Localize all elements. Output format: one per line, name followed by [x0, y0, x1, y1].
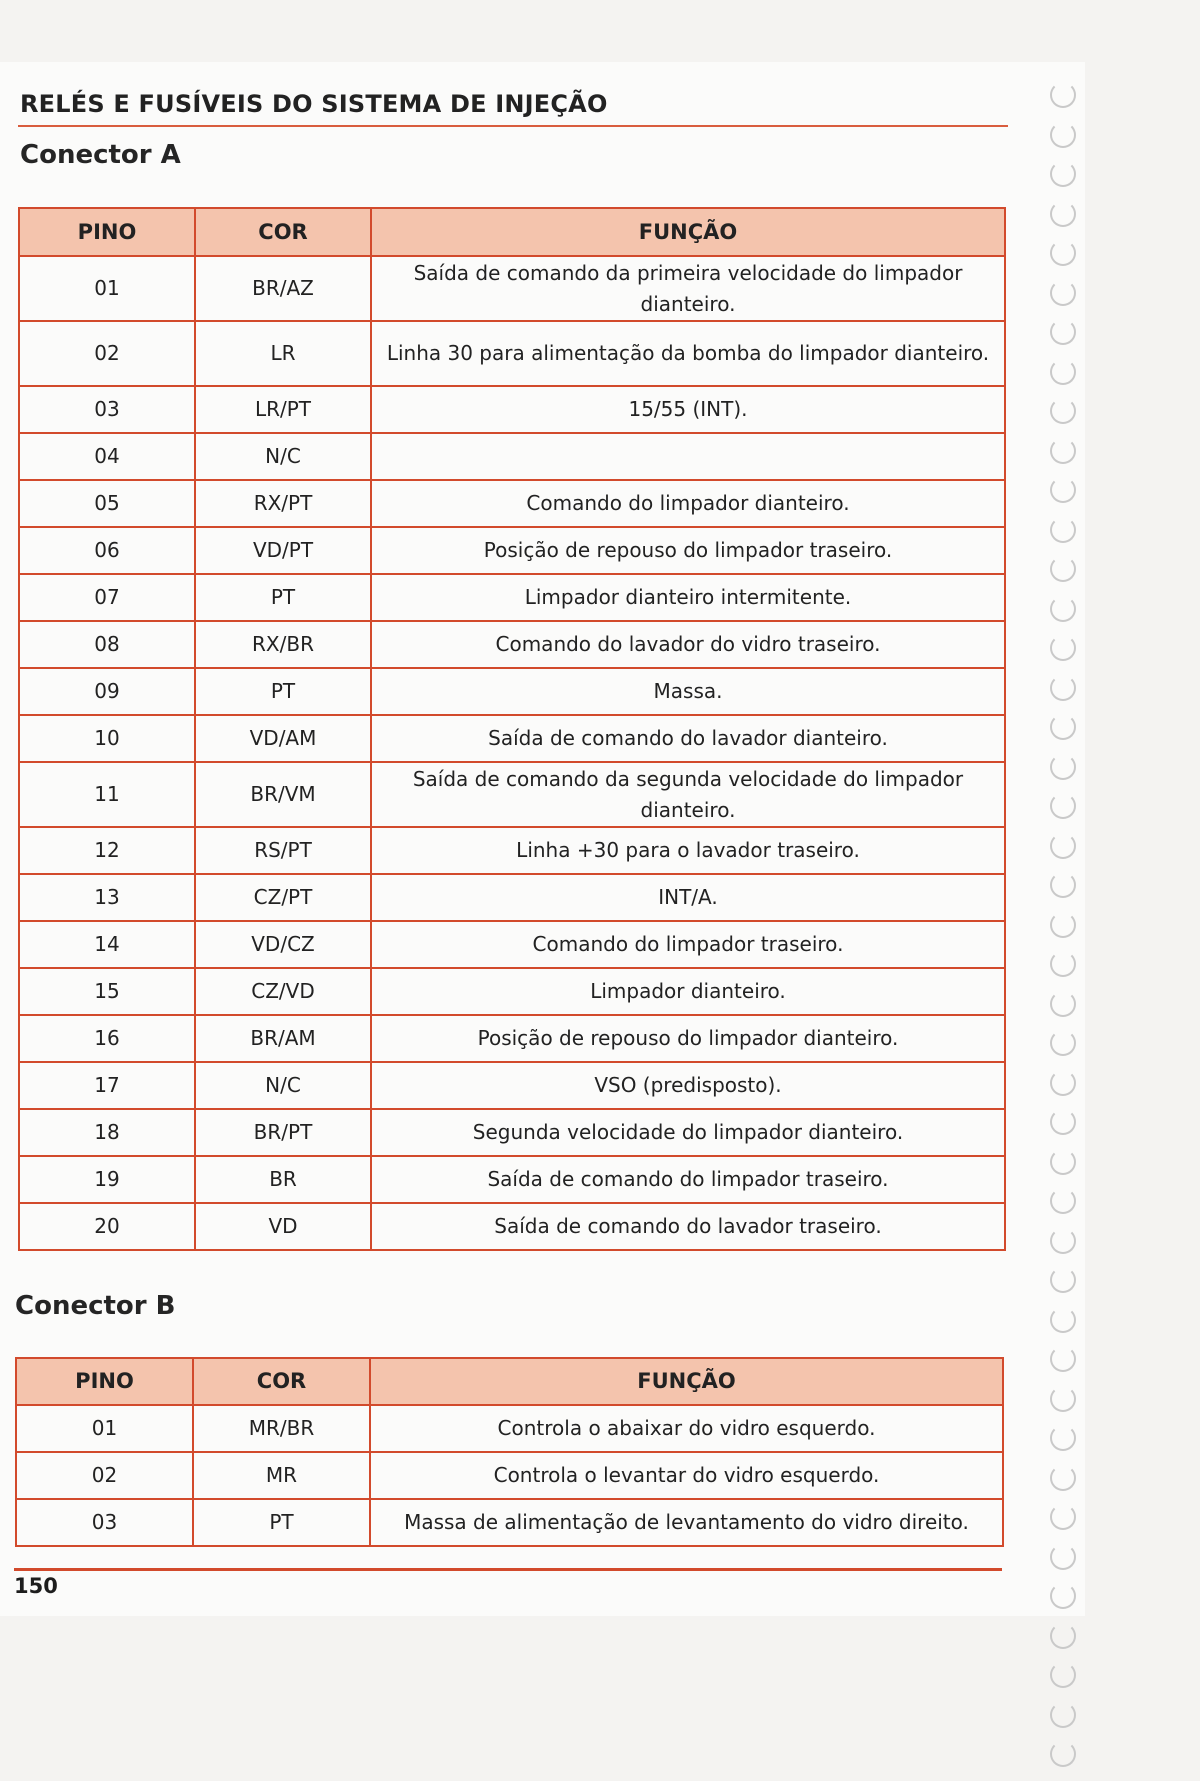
table-header-row — [16, 1358, 1003, 1405]
binding-ring — [1050, 1267, 1076, 1293]
binding-ring — [1050, 1465, 1076, 1491]
pin-cell: 10 — [19, 715, 195, 762]
function-cell: Linha 30 para alimentação da bomba do limpador dianteiro. — [371, 321, 1005, 386]
pin-cell: 06 — [19, 527, 195, 574]
binding-ring — [1050, 1228, 1076, 1254]
pin-cell: 17 — [19, 1062, 195, 1109]
binding-ring — [1050, 122, 1076, 148]
table-row — [19, 715, 1005, 762]
binding-ring — [1050, 1188, 1076, 1214]
binding-ring — [1050, 1346, 1076, 1372]
binding-ring — [1050, 1741, 1076, 1767]
table-row — [19, 1109, 1005, 1156]
table-row — [19, 874, 1005, 921]
pin-cell: 01 — [16, 1405, 193, 1452]
function-cell: Posição de repouso do limpador traseiro. — [371, 527, 1005, 574]
color-cell: BR/AZ — [195, 256, 371, 321]
table-row — [19, 621, 1005, 668]
pin-cell: 05 — [19, 480, 195, 527]
binding-ring — [1050, 517, 1076, 543]
table-row — [19, 386, 1005, 433]
binding-ring — [1050, 1307, 1076, 1333]
pin-cell: 19 — [19, 1156, 195, 1203]
page-title: RELÉS E FUSÍVEIS DO SISTEMA DE INJEÇÃO — [20, 90, 608, 118]
color-cell: N/C — [195, 1062, 371, 1109]
pin-cell: 14 — [19, 921, 195, 968]
column-header-pin: PINO — [16, 1358, 193, 1405]
pin-cell: 09 — [19, 668, 195, 715]
binding-ring — [1050, 833, 1076, 859]
connector-a-table — [18, 207, 1006, 1251]
table-row — [19, 1156, 1005, 1203]
color-cell: VD — [195, 1203, 371, 1250]
table-row — [19, 921, 1005, 968]
binding-ring — [1050, 280, 1076, 306]
binding-ring — [1050, 1386, 1076, 1412]
function-cell: Controla o abaixar do vidro esquerdo. — [370, 1405, 1003, 1452]
pin-cell: 12 — [19, 827, 195, 874]
function-cell: 15/55 (INT). — [371, 386, 1005, 433]
function-cell: Saída de comando do limpador traseiro. — [371, 1156, 1005, 1203]
color-cell: BR — [195, 1156, 371, 1203]
pin-cell: 02 — [19, 321, 195, 386]
function-cell: Massa. — [371, 668, 1005, 715]
function-cell: Saída de comando do lavador traseiro. — [371, 1203, 1005, 1250]
binding-ring — [1050, 1702, 1076, 1728]
binding-ring — [1050, 240, 1076, 266]
pin-cell: 03 — [19, 386, 195, 433]
table-row — [19, 827, 1005, 874]
pin-cell: 03 — [16, 1499, 193, 1546]
function-cell: Saída de comando da primeira velocidade do limpador dianteiro. — [371, 256, 1005, 321]
color-cell: VD/PT — [195, 527, 371, 574]
binding-ring — [1050, 1070, 1076, 1096]
pin-cell: 15 — [19, 968, 195, 1015]
table-row — [16, 1499, 1003, 1546]
color-cell: RX/BR — [195, 621, 371, 668]
color-cell: PT — [193, 1499, 370, 1546]
color-cell: LR/PT — [195, 386, 371, 433]
function-cell: INT/A. — [371, 874, 1005, 921]
binding-ring — [1050, 438, 1076, 464]
column-header-function: FUNÇÃO — [370, 1358, 1003, 1405]
binding-ring — [1050, 1149, 1076, 1175]
binding-ring — [1050, 1623, 1076, 1649]
pin-cell: 16 — [19, 1015, 195, 1062]
function-cell: Controla o levantar do vidro esquerdo. — [370, 1452, 1003, 1499]
header-divider — [18, 125, 1008, 127]
pin-cell: 18 — [19, 1109, 195, 1156]
color-cell: BR/VM — [195, 762, 371, 827]
table-header-row — [19, 208, 1005, 256]
table-row — [19, 527, 1005, 574]
pin-cell: 08 — [19, 621, 195, 668]
binding-ring — [1050, 359, 1076, 385]
color-cell: PT — [195, 574, 371, 621]
color-cell: PT — [195, 668, 371, 715]
color-cell: MR — [193, 1452, 370, 1499]
function-cell: Limpador dianteiro. — [371, 968, 1005, 1015]
binding-ring — [1050, 1544, 1076, 1570]
binding-ring — [1050, 951, 1076, 977]
pin-cell: 04 — [19, 433, 195, 480]
table-row — [19, 574, 1005, 621]
binding-ring — [1050, 477, 1076, 503]
function-cell: Comando do limpador traseiro. — [371, 921, 1005, 968]
pin-cell: 07 — [19, 574, 195, 621]
binding-ring — [1050, 1109, 1076, 1135]
function-cell: Posição de repouso do limpador dianteiro. — [371, 1015, 1005, 1062]
binding-ring — [1050, 1662, 1076, 1688]
pin-cell: 01 — [19, 256, 195, 321]
table-row — [19, 321, 1005, 386]
binding-ring — [1050, 319, 1076, 345]
table-row — [19, 668, 1005, 715]
binding-ring — [1050, 793, 1076, 819]
table-row — [19, 968, 1005, 1015]
table-row — [19, 1203, 1005, 1250]
binding-ring — [1050, 556, 1076, 582]
pin-cell: 02 — [16, 1452, 193, 1499]
column-header-pin: PINO — [19, 208, 195, 256]
table-row — [16, 1405, 1003, 1452]
color-cell: MR/BR — [193, 1405, 370, 1452]
color-cell: VD/AM — [195, 715, 371, 762]
binding-ring — [1050, 912, 1076, 938]
function-cell: Saída de comando do lavador dianteiro. — [371, 715, 1005, 762]
function-cell: Comando do lavador do vidro traseiro. — [371, 621, 1005, 668]
function-cell: Segunda velocidade do limpador dianteiro. — [371, 1109, 1005, 1156]
color-cell: VD/CZ — [195, 921, 371, 968]
color-cell: BR/AM — [195, 1015, 371, 1062]
connector-a-title: Conector A — [20, 140, 181, 170]
page-number: 150 — [14, 1574, 58, 1598]
function-cell: Limpador dianteiro intermitente. — [371, 574, 1005, 621]
function-cell: Saída de comando da segunda velocidade do limpador dianteiro. — [371, 762, 1005, 827]
binding-ring — [1050, 754, 1076, 780]
spiral-binding — [1042, 82, 1082, 1781]
function-cell: Linha +30 para o lavador traseiro. — [371, 827, 1005, 874]
table-row — [16, 1452, 1003, 1499]
binding-ring — [1050, 1425, 1076, 1451]
footer-divider — [14, 1568, 1002, 1571]
binding-ring — [1050, 596, 1076, 622]
color-cell: CZ/PT — [195, 874, 371, 921]
connector-b-table — [15, 1357, 1004, 1547]
column-header-color: COR — [193, 1358, 370, 1405]
pin-cell: 13 — [19, 874, 195, 921]
binding-ring — [1050, 991, 1076, 1017]
function-cell — [371, 433, 1005, 480]
color-cell: N/C — [195, 433, 371, 480]
binding-ring — [1050, 1504, 1076, 1530]
table-row — [19, 256, 1005, 321]
pin-cell: 11 — [19, 762, 195, 827]
binding-ring — [1050, 1583, 1076, 1609]
binding-ring — [1050, 675, 1076, 701]
table-row — [19, 480, 1005, 527]
connector-b-title: Conector B — [15, 1291, 176, 1321]
binding-ring — [1050, 714, 1076, 740]
pin-cell: 20 — [19, 1203, 195, 1250]
binding-ring — [1050, 201, 1076, 227]
table-row — [19, 1015, 1005, 1062]
table-row — [19, 1062, 1005, 1109]
function-cell: Comando do limpador dianteiro. — [371, 480, 1005, 527]
color-cell: LR — [195, 321, 371, 386]
binding-ring — [1050, 872, 1076, 898]
binding-ring — [1050, 1030, 1076, 1056]
binding-ring — [1050, 161, 1076, 187]
color-cell: BR/PT — [195, 1109, 371, 1156]
column-header-color: COR — [195, 208, 371, 256]
table-row — [19, 433, 1005, 480]
color-cell: RS/PT — [195, 827, 371, 874]
binding-ring — [1050, 398, 1076, 424]
function-cell: Massa de alimentação de levantamento do vidro direito. — [370, 1499, 1003, 1546]
function-cell: VSO (predisposto). — [371, 1062, 1005, 1109]
table-row — [19, 762, 1005, 827]
color-cell: RX/PT — [195, 480, 371, 527]
column-header-function: FUNÇÃO — [371, 208, 1005, 256]
binding-ring — [1050, 82, 1076, 108]
color-cell: CZ/VD — [195, 968, 371, 1015]
binding-ring — [1050, 635, 1076, 661]
